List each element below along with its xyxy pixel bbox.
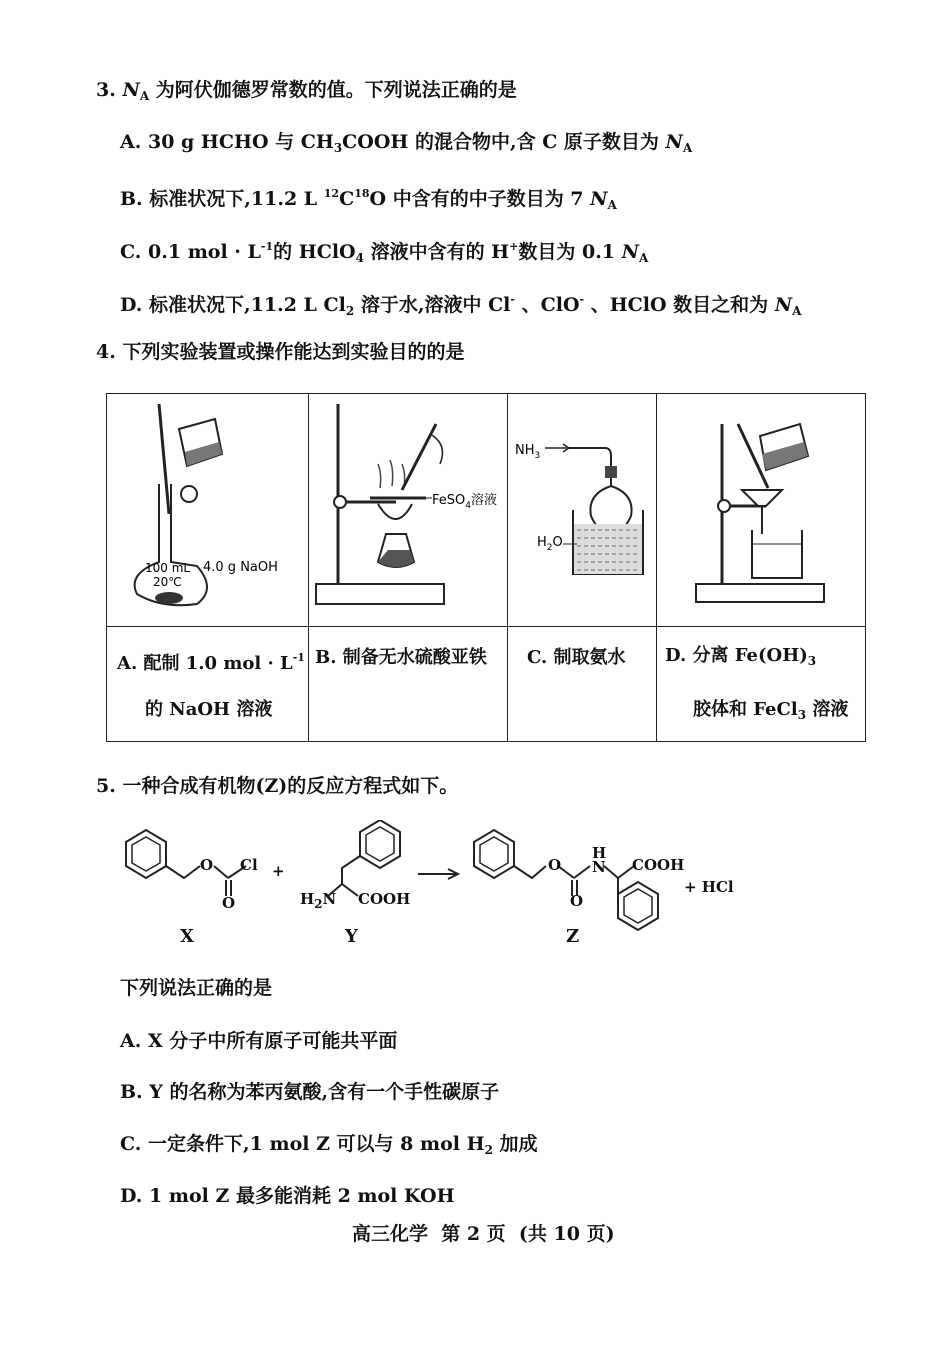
q5-stem: 5. 一种合成有机物(Z)的反应方程式如下。 [96, 775, 459, 797]
h2o-label: $H_2O$ [537, 535, 563, 553]
x-ester-oxygen: O [200, 856, 214, 874]
reaction-scheme [110, 820, 770, 950]
q5-sub-stem: 下列说法正确的是 [120, 977, 273, 999]
q5-option-b: B. Y 的名称为苯丙氨酸,含有一个手性碳原子 [120, 1081, 500, 1103]
evaporation-diagram [308, 394, 507, 624]
q3-stem: 3. $N_A$ 为阿伏伽德罗常数的值。下列说法正确的是 [96, 79, 517, 103]
caption-b: B. 制备无水硫酸亚铁 [315, 647, 487, 668]
page-footer: 高三化学 第 2 页 (共 10 页) [352, 1223, 615, 1245]
z-carboxyl: COOH [632, 856, 685, 874]
q3-option-b: B. 标准状况下,11.2 L $^{12}C^{18}O$ 中含有的中子数目为 7 $N_A$ [120, 187, 617, 212]
q4-stem: 4. 下列实验装置或操作能达到实验目的的是 [96, 341, 465, 363]
filtration-diagram [656, 394, 865, 624]
x-chlorine: Cl [240, 856, 258, 874]
flask-temp-label: 20℃ [153, 575, 182, 589]
q5-option-d: D. 1 mol Z 最多能消耗 2 mol KOH [120, 1185, 455, 1207]
z-ester-oxygen: O [548, 856, 562, 874]
y-carboxyl: COOH [358, 890, 411, 908]
flask-volume-label: 100 mL [145, 561, 191, 575]
caption-a-line1: A. 配制 1.0 mol · $L^{-1}$ [117, 651, 305, 674]
feso4-label: FeSO$_4$溶液 [432, 493, 497, 511]
x-carbonyl-oxygen: O [222, 894, 236, 912]
plus-hcl: + HCl [684, 878, 734, 896]
apparatus-table [106, 393, 866, 742]
caption-a-line2: 的 NaOH 溶液 [145, 699, 273, 720]
nh3-label: $NH_3$ [515, 443, 541, 461]
naoh-mass-label: 4.0 g NaOH [203, 560, 278, 575]
z-carbonyl-oxygen: O [570, 892, 584, 910]
plus-sign: + [272, 862, 285, 880]
volumetric-flask-diagram [107, 394, 307, 624]
y-amine: $H_2N$ [300, 890, 337, 911]
label-x: X [180, 926, 194, 947]
caption-c: C. 制取氨水 [527, 647, 626, 668]
label-z: Z [566, 926, 580, 947]
q3-option-c: C. 0.1 mol · $L^{-1}$的 HClO$_4$ 溶液中含有的 H+数目为 0.1 $N_A$ [120, 240, 649, 265]
q5-option-a: A. X 分子中所有原子可能共平面 [120, 1030, 398, 1052]
caption-d-line2: 胶体和 FeCl$_3$ 溶液 [693, 699, 849, 722]
caption-d-line1: D. 分离 $Fe(OH)_3$ [665, 645, 817, 668]
q3-option-a: A. 30 g HCHO 与 $CH_3COOH$ 的混合物中,含 C 原子数目为 $N_A$ [120, 131, 693, 155]
q3-option-d: D. 标准状况下,11.2 L $Cl_2$ 溶于水,溶液中 Cl- 、ClO- 、HClO 数目之和为 $N_A$ [120, 293, 802, 318]
z-nh-hydrogen: H [592, 844, 607, 862]
label-y: Y [345, 926, 358, 947]
q5-option-c: C. 一定条件下,1 mol Z 可以与 8 mol $H_2$ 加成 [120, 1133, 538, 1157]
ammonia-absorption-diagram [507, 394, 656, 624]
z-nh-nitrogen: N [592, 858, 606, 876]
